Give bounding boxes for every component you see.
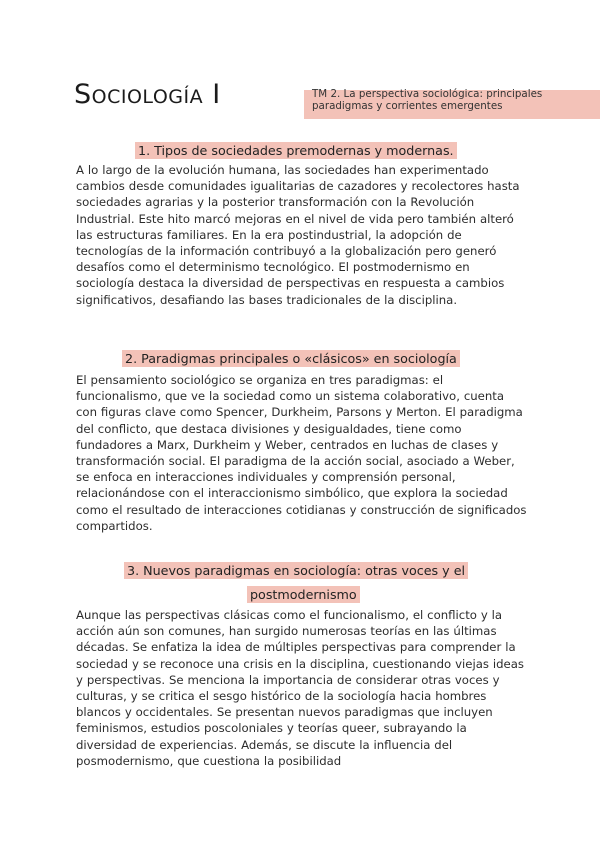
section-1-heading [135,141,457,161]
document-title: Sociología I [74,79,221,110]
section-2-heading-text: 2. Paradigmas principales o «clásicos» en sociología [122,350,460,367]
section-3-body: Aunque las perspectivas clásicas como el funcionalismo, el conflicto y la acción aún son comunes, han surgido numerosas teorías en las últimas décadas. Se enfatiza la idea de múltiples perspectivas para comprender la sociedad y se reconoce una crisis en la disciplina, cuestionando viejas ideas y perspectivas. Se menciona la importancia de considerar otras voces y culturas, y se critica el sesgo histórico de la sociología hacia hombres blancos y occidentales. Se presentan nuevos paradigmas que incluyen feminismos, estudios poscoloniales y teorías queer, subrayando la diversidad de experiencias. Además, se discute la influencia del posmodernismo, que cuestiona la posibilidad [76,608,524,768]
section-3-heading-line-1 [124,561,468,581]
section-1-heading-text: 1. Tipos de sociedades premodernas y modernas. [135,142,457,159]
section-2-body: El pensamiento sociológico se organiza en tres paradigmas: el funcionalismo, que ve la sociedad como un sistema colaborativo, cuenta con figuras clave como Spencer, Durkheim, Parsons y Merton. El paradigma del conflicto, que destaca divisiones y desigualdades, tiene como fundadores a Marx, Durkheim y Weber, centrados en luchas de clases y transformación social. El paradigma de la acción social, asociado a Weber, se enfoca en interacciones individuales y comprensión personal, relacionándose con el interaccionismo simbólico, que explora la sociedad como el resultado de interacciones cotidianas y construcción de significados compartidos. [76,373,527,533]
topic-label: TM 2. La perspectiva sociológica: principales paradigmas y corrientes emergentes [312,88,543,112]
section-1-body: A lo largo de la evolución humana, las sociedades han experimentado cambios desde comunidades igualitarias de cazadores y recolectores hasta sociedades agrarias y la posterior transformación con la Revolución Industrial. Este hito marcó mejoras en el nivel de vida pero también alteró las estructuras familiares. En la era postindustrial, la adopción de tecnologías de la información contribuyó a la globalización pero generó desafíos como el determinismo tecnológico. El postmodernismo en sociología destaca la diversidad de perspectivas en respuesta a cambios significativos, desafiando las bases tradicionales de la disciplina. [76,163,520,307]
section-3-heading-text-2: postmodernismo [247,586,360,603]
section-2-heading [122,349,460,369]
section-3-heading-line-2 [247,585,360,605]
section-3-heading-text-1: 3. Nuevos paradigmas en sociología: otras voces y el [124,562,468,579]
